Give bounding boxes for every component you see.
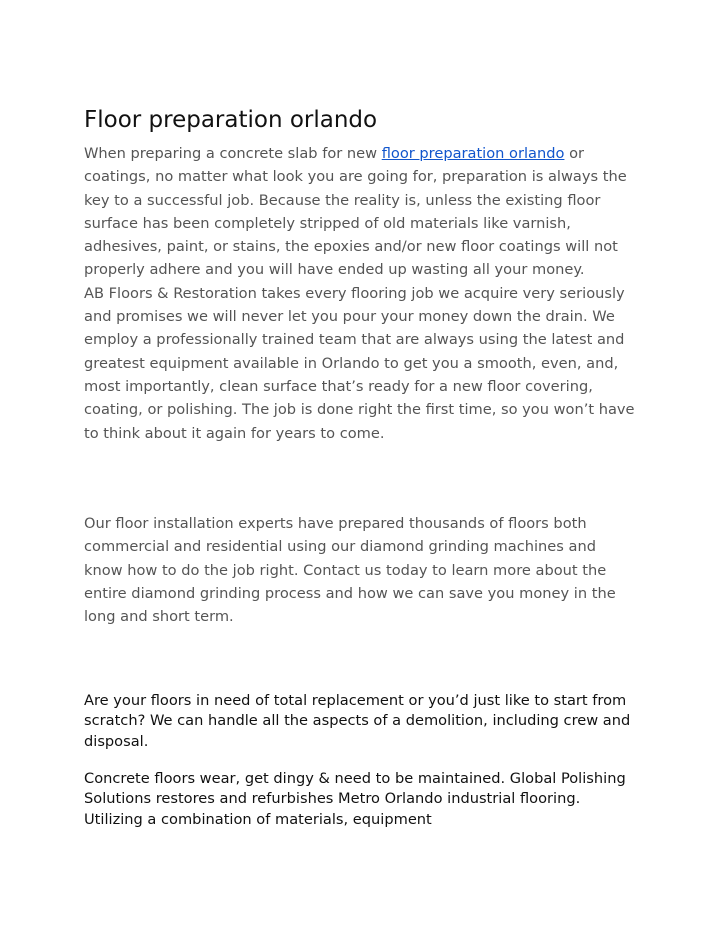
paragraph-installation-experts: Our floor installation experts have prepared thousands of floors both commercial and residential using our diamond grinding machines and know how to do the job right. Contact us today to learn more about the entire diamond grinding process and how we can save you money in the long and short term. bbox=[84, 515, 616, 626]
intro-section bbox=[84, 142, 636, 445]
paragraph-concrete-polishing: Concrete floors wear, get dingy & need to be maintained. Global Polishing Solutions restores and refurbishes Metro Orlando industrial flooring. Utilizing a combination of materials, equipment bbox=[84, 770, 626, 828]
floor-preparation-link[interactable]: floor preparation orlando bbox=[381, 145, 565, 162]
paragraph-demolition: Are your floors in need of total replacement or you’d just like to start from scratch? We can handle all the aspects of a demolition, including crew and disposal. bbox=[84, 692, 631, 750]
demolition-section bbox=[84, 691, 636, 752]
paragraph-text: or coatings, no matter what look you are going for, preparation is always the key to a successful job. Because the reality is, unless the existing floor surface has been completely stripped of old materials like varnish, adhesives, paint, or stains, the epoxies and/or new floor coatings will not properly adhere and you will have ended up wasting all your money. bbox=[84, 145, 627, 279]
paragraph-floor-preparation bbox=[84, 142, 636, 282]
experts-section bbox=[84, 512, 636, 628]
paragraph-ab-floors: AB Floors & Restoration takes every flooring job we acquire very seriously and promises we will never let you pour your money down the drain. We employ a professionally trained team that are always using the latest and greatest equipment available in Orlando to get you a smooth, even, and, most importantly, clean surface that’s ready for a new floor covering, coating, or polishing. The job is done right the first time, so you won’t have to think about it again for years to come. bbox=[84, 284, 635, 442]
page-title: Floor preparation orlando bbox=[84, 107, 378, 133]
polishing-section bbox=[84, 769, 636, 830]
paragraph-text: When preparing a concrete slab for new bbox=[84, 145, 382, 162]
